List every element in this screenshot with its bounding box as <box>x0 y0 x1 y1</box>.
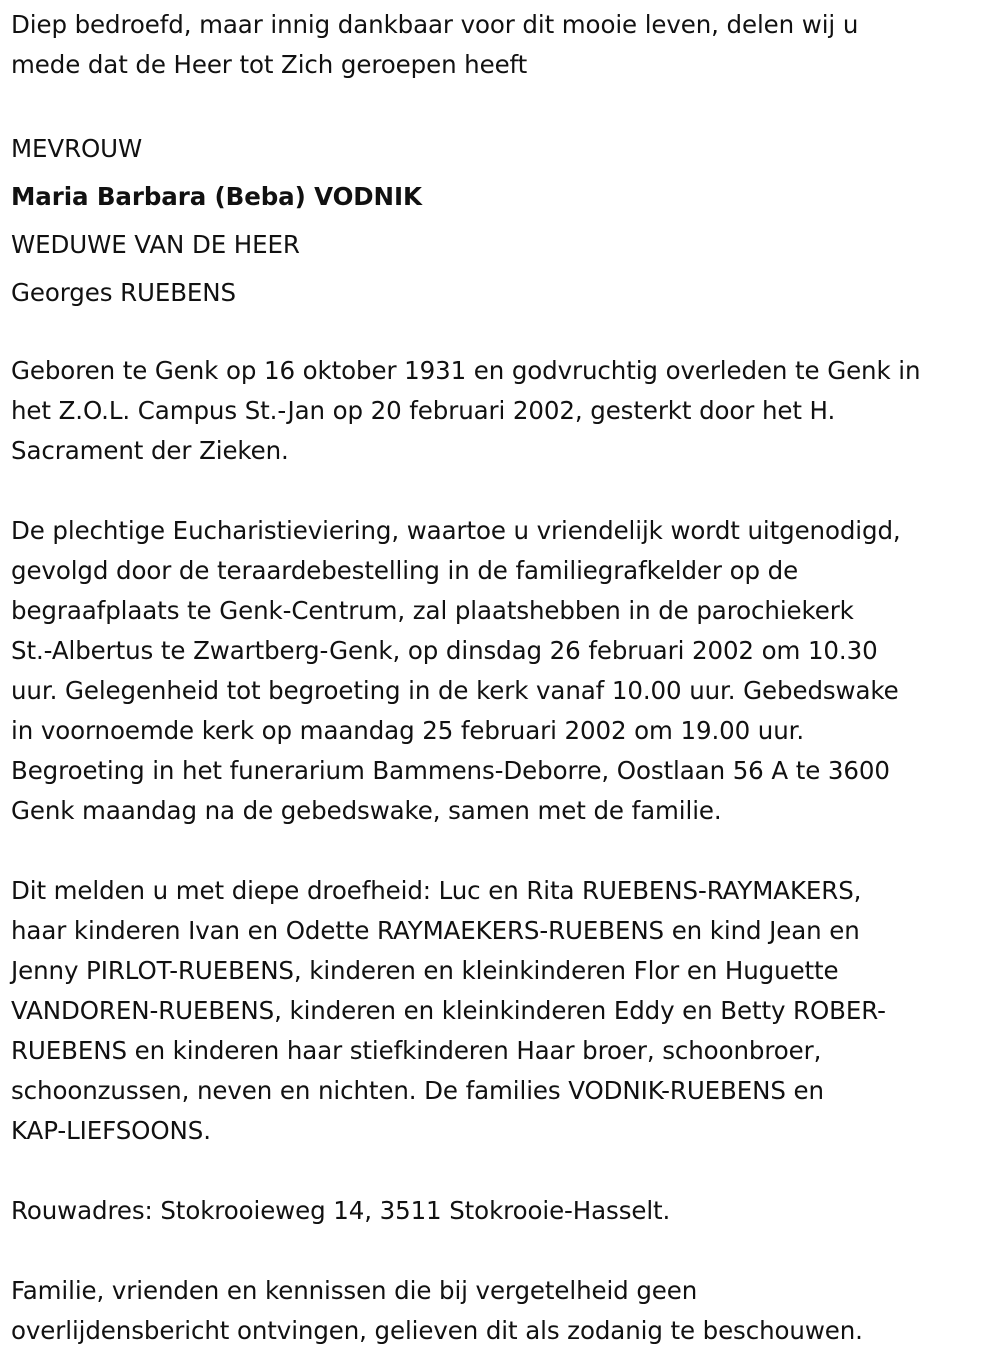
closing-line: overlijdensbericht ontvingen, gelieven dit als zodanig te beschouwen. <box>11 1316 863 1345</box>
birth-death-line: Sacrament der Zieken. <box>11 436 289 465</box>
family-line: Dit melden u met diepe droefheid: Luc en Rita RUEBENS-RAYMAKERS, <box>11 876 862 905</box>
mourning-address: Rouwadres: Stokrooieweg 14, 3511 Stokrooie-Hasselt. <box>11 1196 671 1225</box>
birth-death-line: het Z.O.L. Campus St.-Jan op 20 februari 2002, gesterkt door het H. <box>11 396 836 425</box>
intro-paragraph <box>11 5 990 85</box>
deceased-name: Maria Barbara (Beba) VODNIK <box>11 182 422 211</box>
spacer <box>11 85 990 125</box>
family-line: KAP-LIEFSOONS. <box>11 1116 211 1145</box>
birth-death-line: Geboren te Genk op 16 oktober 1931 en godvruchtig overleden te Genk in <box>11 356 921 385</box>
closing-paragraph <box>11 1271 990 1351</box>
ceremony-line: uur. Gelegenheid tot begroeting in de kerk vanaf 10.00 uur. Gebedswake <box>11 676 899 705</box>
ceremony-line: Genk maandag na de gebedswake, samen met de familie. <box>11 796 722 825</box>
intro-line: Diep bedroefd, maar innig dankbaar voor dit mooie leven, delen wij u <box>11 10 859 39</box>
address-paragraph <box>11 1191 990 1231</box>
ceremony-line: De plechtige Eucharistieviering, waartoe u vriendelijk wordt uitgenodigd, <box>11 516 901 545</box>
spacer <box>11 831 990 871</box>
ceremony-line: in voornoemde kerk op maandag 25 februari 2002 om 19.00 uur. <box>11 716 805 745</box>
spacer <box>11 471 990 511</box>
spacer <box>11 317 990 351</box>
family-paragraph <box>11 871 990 1151</box>
closing-line: Familie, vrienden en kennissen die bij vergetelheid geen <box>11 1276 698 1305</box>
ceremony-paragraph <box>11 511 990 831</box>
ceremony-line: Begroeting in het funerarium Bammens-Deborre, Oostlaan 56 A te 3600 <box>11 756 890 785</box>
spacer <box>11 1231 990 1271</box>
family-line: Jenny PIRLOT-RUEBENS, kinderen en kleinkinderen Flor en Huguette <box>11 956 839 985</box>
relation-line: WEDUWE VAN DE HEER <box>11 230 300 259</box>
spouse-name: Georges RUEBENS <box>11 278 236 307</box>
intro-line: mede dat de Heer tot Zich geroepen heeft <box>11 50 528 79</box>
ceremony-line: gevolgd door de teraardebestelling in de familiegrafkelder op de <box>11 556 799 585</box>
deceased-block <box>11 125 990 317</box>
family-line: schoonzussen, neven en nichten. De families VODNIK-RUEBENS en <box>11 1076 824 1105</box>
family-line: VANDOREN-RUEBENS, kinderen en kleinkinderen Eddy en Betty ROBER- <box>11 996 886 1025</box>
family-line: haar kinderen Ivan en Odette RAYMAEKERS-RUEBENS en kind Jean en <box>11 916 860 945</box>
ceremony-line: St.-Albertus te Zwartberg-Genk, op dinsdag 26 februari 2002 om 10.30 <box>11 636 878 665</box>
ceremony-line: begraafplaats te Genk-Centrum, zal plaatshebben in de parochiekerk <box>11 596 854 625</box>
birth-death-paragraph <box>11 351 990 471</box>
spacer <box>11 1151 990 1191</box>
honorific: MEVROUW <box>11 134 143 163</box>
family-line: RUEBENS en kinderen haar stiefkinderen Haar broer, schoonbroer, <box>11 1036 822 1065</box>
